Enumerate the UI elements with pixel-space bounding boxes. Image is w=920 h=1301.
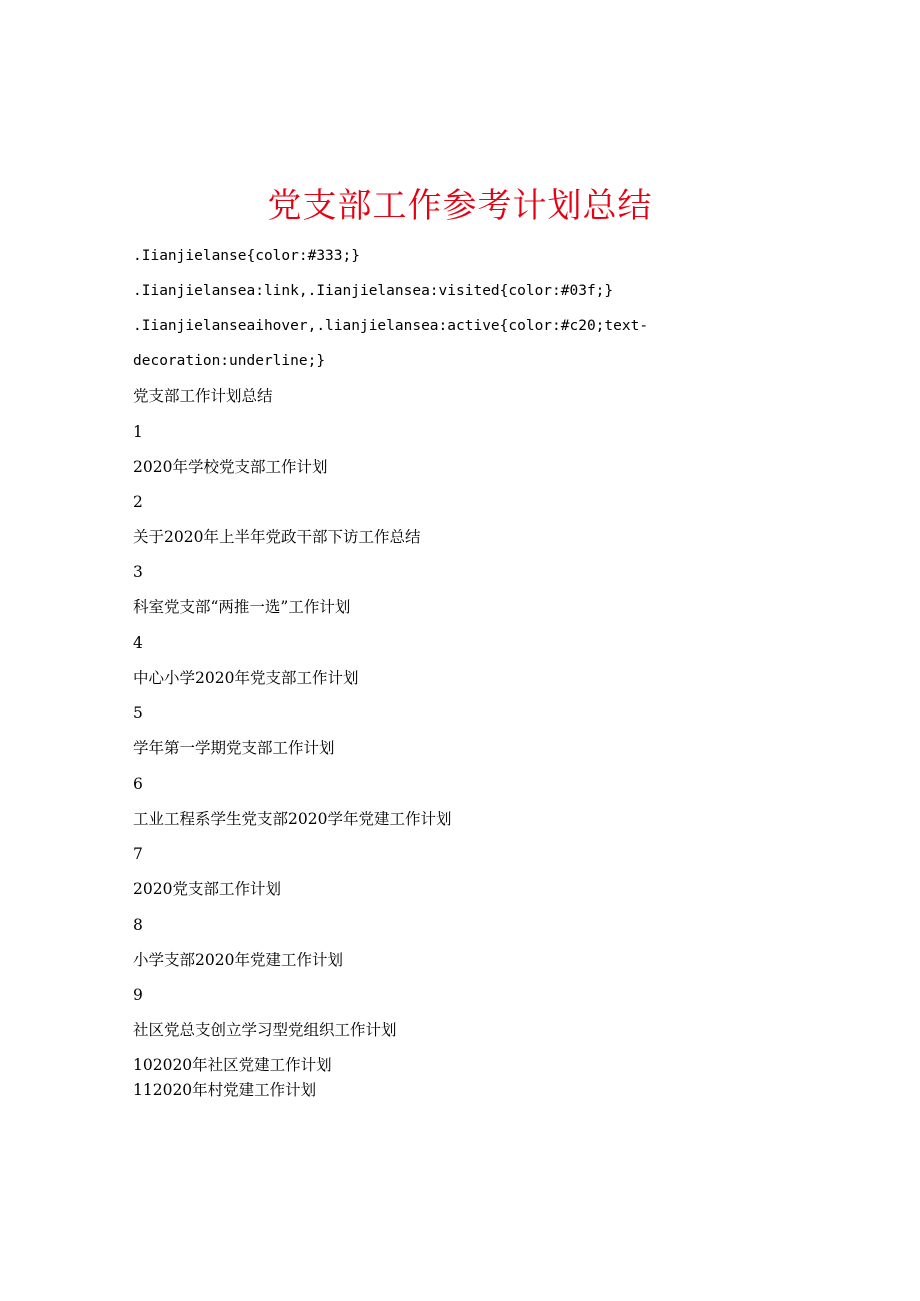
item-number: 3: [133, 563, 143, 581]
item-number: 5: [133, 704, 143, 722]
css-line-2: .Iianjielansea:link,.Iianjielansea:visited{color:#03f;}: [133, 283, 614, 299]
section-heading: 党支部工作计划总结: [133, 387, 273, 405]
css-line-4: decoration:underline;}: [133, 353, 326, 369]
item-link[interactable]: 社区党总支创立学习型党组织工作计划: [133, 1021, 397, 1039]
item-number: 2: [133, 493, 143, 511]
item-link[interactable]: 112020年村党建工作计划: [133, 1081, 317, 1099]
item-link[interactable]: 关于2020年上半年党政干部下访工作总结: [133, 528, 421, 546]
item-number: 6: [133, 775, 143, 793]
item-number: 1: [133, 423, 143, 441]
item-number: 8: [133, 916, 143, 934]
item-number: 9: [133, 986, 143, 1004]
page-title: 党支部工作参考计划总结: [267, 186, 653, 226]
item-link[interactable]: 2020党支部工作计划: [133, 880, 281, 898]
item-link[interactable]: 工业工程系学生党支部2020学年党建工作计划: [133, 810, 452, 828]
item-link[interactable]: 2020年学校党支部工作计划: [133, 458, 328, 476]
item-link[interactable]: 中心小学2020年党支部工作计划: [133, 669, 359, 687]
item-link[interactable]: 科室党支部“两推一选”工作计划: [133, 598, 351, 616]
item-number: 7: [133, 845, 143, 863]
css-line-3: .Iianjielanseaihover,.lianjielansea:active{color:#c20;text-: [133, 318, 649, 334]
item-link[interactable]: 学年第一学期党支部工作计划: [133, 739, 335, 757]
css-line-1: .Iianjielanse{color:#333;}: [133, 248, 360, 264]
item-link[interactable]: 小学支部2020年党建工作计划: [133, 951, 343, 969]
item-link[interactable]: 102020年社区党建工作计划: [133, 1056, 332, 1074]
item-number: 4: [133, 634, 143, 652]
